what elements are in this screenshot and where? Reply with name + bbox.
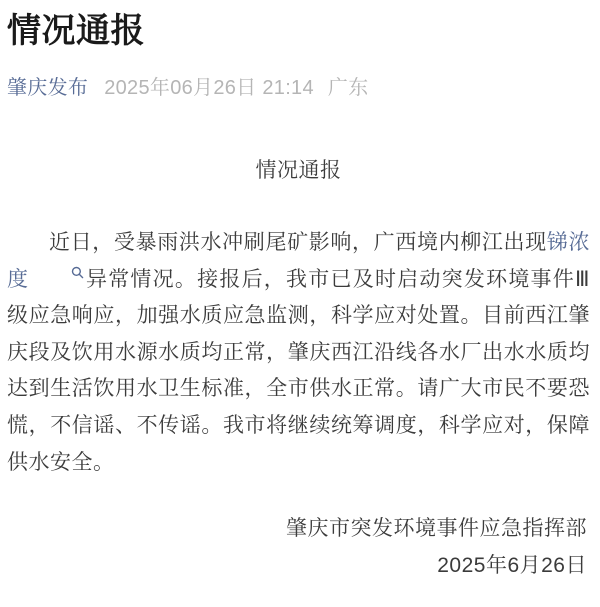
account-name-link[interactable]: 肇庆发布 [7, 77, 89, 99]
signature-org: 肇庆市突发环境事件应急指挥部 [286, 517, 587, 541]
keyword-search-link[interactable]: 锑浓度 [7, 231, 591, 291]
publish-region: 广东 [327, 77, 369, 99]
article-page [0, 9, 600, 607]
notice-heading: 情况通报 [255, 159, 342, 182]
notice-paragraph [7, 225, 590, 481]
paragraph-text-after-link: 异常情况。接报后，我市已及时启动突发环境事件Ⅲ级应急响应，加强水质应急监测，科学应对处置。目前西江肇庆段及饮用水源水质均正常，肇庆西江沿线各水厂出水水质均达到生活饮用水卫生标准，全市供水正常。请广大市民不要恐慌，不信谣、不传谣。我市将继续统筹调度，科学应对，保障供水安全。 [7, 267, 590, 474]
signature-block [7, 510, 590, 584]
article-meta [7, 74, 590, 102]
paragraph-text-before-link: 近日，受暴雨洪水冲刷尾矿影响，广西境内柳江出现 [49, 231, 547, 254]
publish-datetime: 2025年06月26日 21:14 [104, 77, 314, 99]
signature-date: 2025年6月26日 [437, 554, 587, 578]
search-icon[interactable] [29, 266, 84, 279]
article-title: 情况通报 [7, 12, 145, 50]
